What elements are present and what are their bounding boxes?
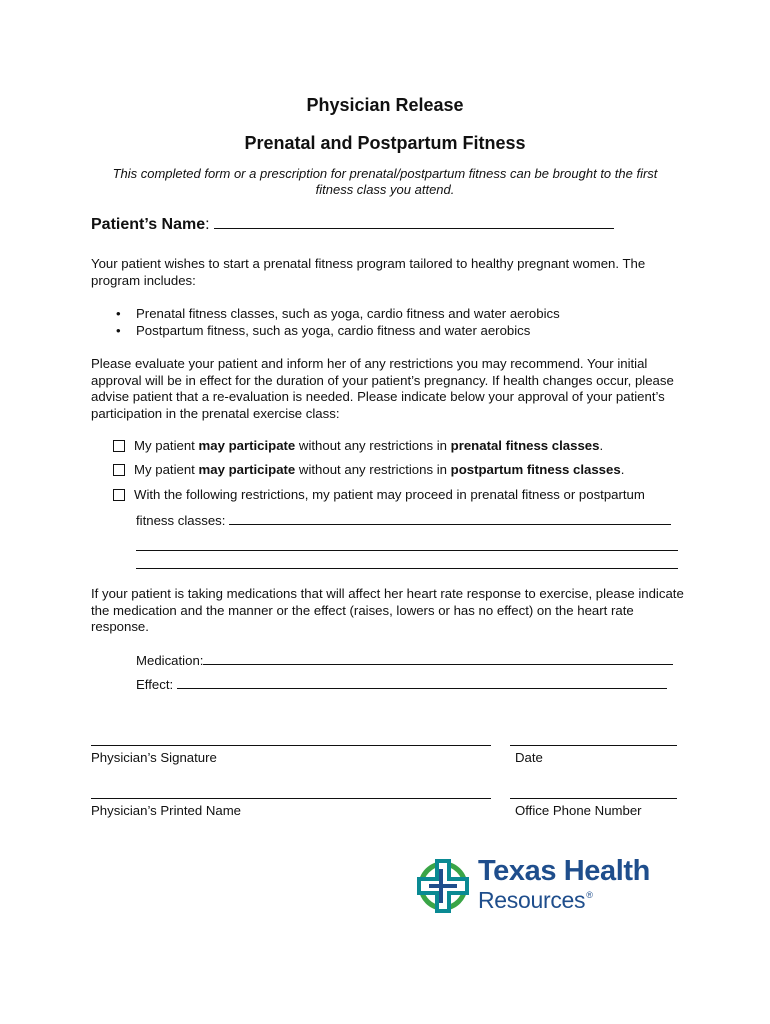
option-with-restrictions[interactable] [113,487,645,502]
option-emphasis: may participate [198,438,296,453]
medication-field[interactable] [203,652,673,665]
option-text: My patient [134,462,199,477]
intro-paragraph: Your patient wishes to start a prenatal fitness program tailored to healthy pregnant women. The program includes: [91,256,646,288]
logo-line-2-text: Resources [478,887,586,913]
cross-logo-icon [415,855,471,917]
list-item: • Prenatal fitness classes, such as yoga, cardio fitness and water aerobics [91,305,560,322]
physician-signature-line[interactable] [91,745,491,746]
restrictions-field[interactable] [229,512,671,525]
date-line[interactable] [510,745,677,746]
texas-health-resources-logo [415,853,675,919]
option-text: With the following restrictions, my patient may proceed in prenatal fitness or postpartum [134,487,645,502]
effect-label: Effect: [136,677,174,692]
evaluation-paragraph: Please evaluate your patient and inform her of any restrictions you may recommend. Your initial approval will be in effect for the duration of your patient’s pregnancy. If health changes occur, please advise patient that a re-evaluation is needed. Please indicate below your approval of your patient’s participation in the prenatal exercise class: [91,356,674,421]
logo-line-1: Texas Health [478,855,650,887]
date-label: Date [515,750,543,765]
option-emphasis: postpartum fitness classes [450,462,621,477]
form-note: This completed form or a prescription for prenatal/postpartum fitness can be brought to the first fitness class you attend. [112,166,658,197]
office-phone-label: Office Phone Number [515,803,642,818]
option-text: My patient [134,438,199,453]
program-list [91,305,560,339]
patient-name-label: Patient’s Name [91,216,206,233]
effect-field[interactable] [177,676,667,689]
patient-name-field[interactable] [214,214,614,229]
checkbox-restrictions[interactable] [113,489,125,501]
restrictions-line-3[interactable] [136,568,678,569]
option-text: without any restrictions in [295,462,451,477]
patient-name-colon: : [205,216,210,233]
printed-name-line[interactable] [91,798,491,799]
printed-name-label: Physician’s Printed Name [91,803,242,818]
option-text: . [599,438,604,453]
office-phone-line[interactable] [510,798,677,799]
list-item: • Postpartum fitness, such as yoga, cardio fitness and water aerobics [91,322,560,339]
medications-paragraph: If your patient is taking medications that will affect her heart rate response to exercise, please indicate the medication and the manner or the effect (raises, lowers or has no effect) on the heart rate response. [91,586,684,634]
medication-row [136,652,673,668]
physician-signature-label: Physician’s Signature [91,750,217,765]
form-title: Physician Release [306,95,464,115]
restrictions-row [136,512,671,528]
restrictions-line-2[interactable] [136,550,678,551]
option-postpartum-no-restrictions[interactable] [113,462,624,477]
logo-line-2 [478,887,593,914]
option-emphasis: may participate [198,462,296,477]
option-emphasis: prenatal fitness classes [450,438,600,453]
effect-row [136,676,667,692]
option-prenatal-no-restrictions[interactable] [113,438,603,453]
medication-label: Medication: [136,653,204,668]
option-text: without any restrictions in [295,438,451,453]
option-text: . [620,462,625,477]
checkbox-prenatal[interactable] [113,440,125,452]
restrictions-label: fitness classes: [136,513,226,528]
registered-mark: ® [586,890,593,900]
checkbox-postpartum[interactable] [113,464,125,476]
patient-name-row [91,214,614,234]
form-subtitle: Prenatal and Postpartum Fitness [244,133,526,153]
